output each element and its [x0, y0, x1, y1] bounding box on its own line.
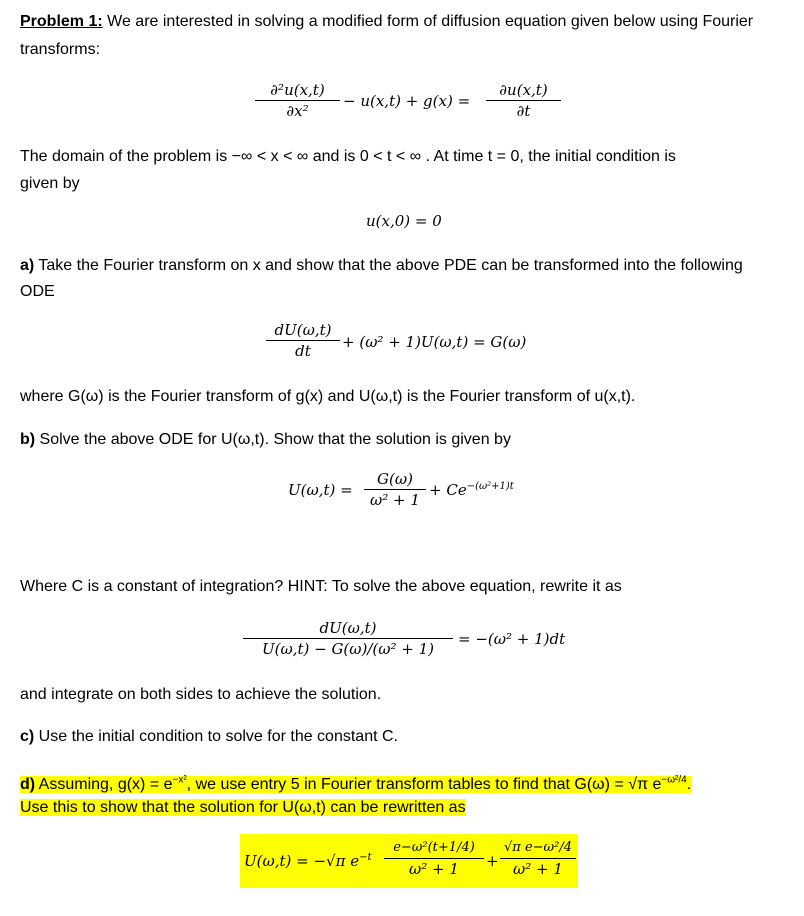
initial-condition: u(x,0) = 0: [366, 212, 442, 230]
pde-lhs-numerator: ∂²u(x,t): [270, 81, 325, 99]
ode-fraction: [266, 320, 340, 361]
part-d-exp1: −x²: [172, 775, 187, 786]
hint-numerator: dU(ω,t): [319, 619, 377, 637]
part-d-line2: [20, 798, 466, 818]
final-lhs: [244, 852, 372, 870]
part-c-label: c): [20, 728, 35, 745]
part-d-text-c: .: [686, 776, 692, 794]
hint-denominator: U(ω,t) − G(ω)/(ω² + 1): [261, 640, 435, 658]
final-numerator-2: √π e−ω²/4: [503, 840, 572, 855]
part-c-line: [20, 727, 398, 747]
part-a-label: a): [20, 257, 35, 274]
hint-rhs: = −(ω² + 1)dt: [458, 630, 566, 648]
solution-denominator: ω² + 1: [370, 491, 420, 509]
solution-ce: + Ce: [429, 481, 467, 499]
domain-line1: The domain of the problem is −∞ < x < ∞ and is 0 < t < ∞ . At time t = 0, the initial condition is: [20, 148, 676, 165]
part-a-line2: ODE: [20, 283, 55, 300]
part-d-line1: [20, 771, 691, 795]
final-plus: +: [486, 852, 499, 870]
part-b-hint: Where C is a constant of integration? HINT: To solve the above equation, rewrite it as: [20, 578, 622, 595]
part-d-text-b: , we use entry 5 in Fourier transform tables to find that G(ω) = √π e: [186, 776, 662, 794]
part-a-text: Take the Fourier transform on x and show that the above PDE can be transformed into the following: [34, 257, 743, 274]
problem-intro-text: We are interested in solving a modified form of diffusion equation given below using Fourier: [107, 13, 754, 30]
part-b-integrate: and integrate on both sides to achieve the solution.: [20, 686, 382, 703]
solution-numerator: G(ω): [377, 470, 413, 488]
part-d-exp2: −ω²/4: [661, 775, 687, 786]
final-fraction-1: [384, 838, 484, 879]
pde-rhs-numerator: ∂u(x,t): [499, 81, 548, 99]
problem-label: Problem 1:: [20, 13, 103, 30]
final-lhs-exp: −t: [359, 852, 372, 863]
pde-lhs-fraction: [255, 80, 340, 121]
final-fraction-2: [500, 838, 576, 879]
pde-rhs-fraction: [486, 80, 561, 121]
pde-lhs-denominator: ∂x²: [286, 102, 309, 120]
final-numerator-1: e−ω²(t+1/4): [393, 840, 475, 855]
pde-middle: − u(x,t) + g(x) =: [343, 92, 471, 110]
final-lhs-text: U(ω,t) = −√π e: [244, 852, 360, 870]
part-b-label: b): [20, 431, 36, 448]
ode-denominator: dt: [295, 342, 311, 360]
part-b-text: Solve the above ODE for U(ω,t). Show that the solution is given by: [35, 431, 511, 448]
solution-lhs: U(ω,t) =: [288, 481, 353, 499]
part-c-text: Use the initial condition to solve for the constant C.: [34, 728, 398, 745]
pde-rhs-denominator: ∂t: [516, 102, 531, 120]
solution-fraction: [364, 469, 426, 510]
solution-exp-term: [429, 481, 514, 499]
part-d-line2-text: Use this to show that the solution for U(ω,t) can be rewritten as: [20, 799, 466, 816]
hint-fraction: [243, 618, 453, 659]
problem-intro-line1: [20, 12, 753, 32]
part-d-label: d): [20, 776, 36, 794]
problem-intro-line2: transforms:: [20, 41, 101, 58]
part-b-line: [20, 430, 511, 450]
final-denominator-1: ω² + 1: [409, 860, 459, 878]
ode-rest: + (ω² + 1)U(ω,t) = G(ω): [342, 333, 527, 351]
part-a-where: where G(ω) is the Fourier transform of g(x) and U(ω,t) is the Fourier transform of u(x,t).: [20, 388, 636, 405]
ode-numerator: dU(ω,t): [274, 321, 332, 339]
domain-line2: given by: [20, 175, 80, 192]
solution-exponent: −(ω²+1)t: [466, 481, 514, 492]
part-d-text-a: Assuming, g(x) = e: [35, 776, 173, 794]
part-a-line1: [20, 256, 743, 276]
final-denominator-2: ω² + 1: [513, 860, 563, 878]
